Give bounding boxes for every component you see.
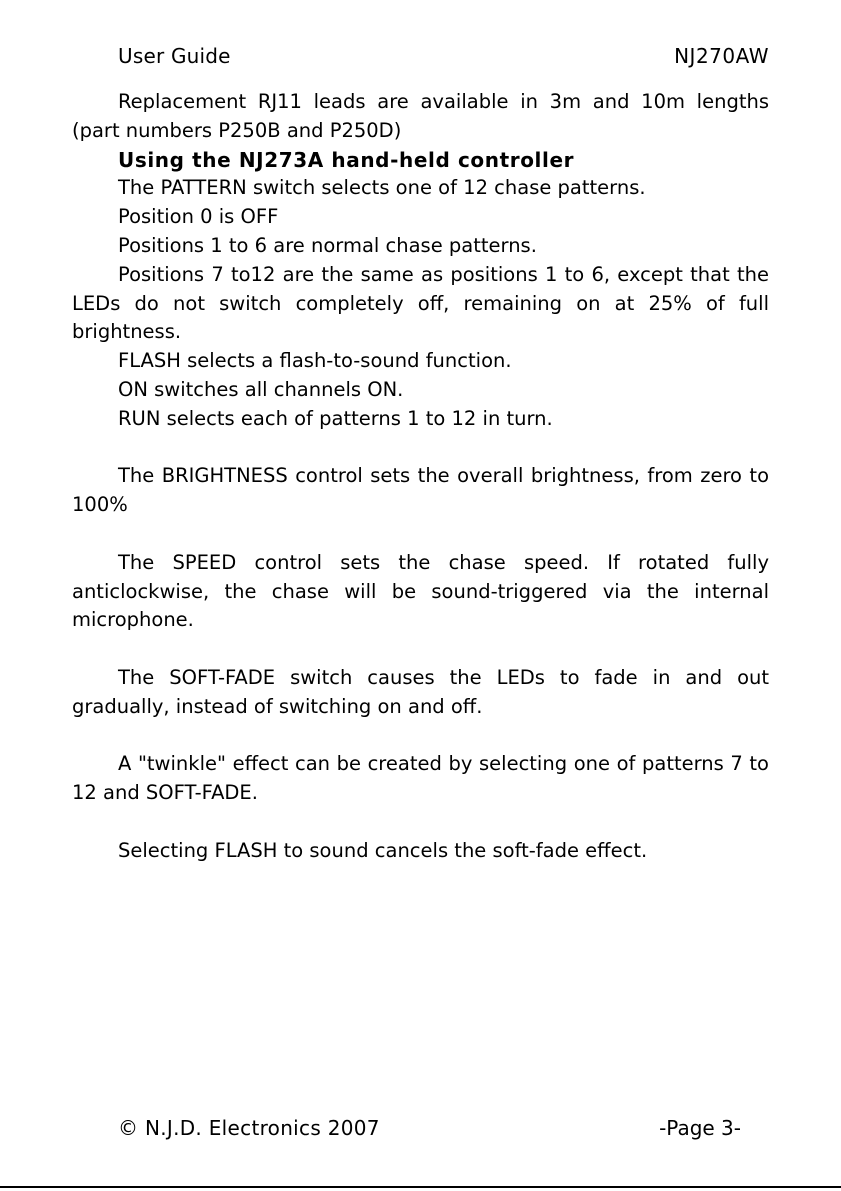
- paragraph-speed: The SPEED control sets the chase speed. If rotated fully anticlockwise, the chase will be sound-triggered via the internal microphone.: [72, 550, 769, 632]
- paragraph-positions-7-12: Positions 7 to12 are the same as positions 1 to 6, except that the LEDs do not switch completely off, remaining on at 25% of full brightness.: [72, 262, 769, 344]
- document-body: [72, 88, 769, 866]
- section-heading: Using the NJ273A hand-held controller: [118, 147, 575, 172]
- paragraph-position-0: Position 0 is OFF: [118, 205, 279, 229]
- paragraph-soft-fade: The SOFT-FADE switch causes the LEDs to fade in and out gradually, instead of switching on and off.: [72, 665, 769, 718]
- paragraph-brightness: The BRIGHTNESS control sets the overall brightness, from zero to 100%: [72, 464, 769, 517]
- paragraph-on: ON switches all channels ON.: [118, 377, 404, 401]
- paragraph-pattern-switch: The PATTERN switch selects one of 12 chase patterns.: [118, 176, 646, 200]
- paragraph-positions-1-6: Positions 1 to 6 are normal chase patterns.: [118, 233, 537, 257]
- header-model: NJ270AW: [674, 44, 769, 68]
- paragraph-replacement-leads: Replacement RJ11 leads are available in 3m and 10m lengths (part numbers P250B and P250D): [72, 90, 769, 142]
- header-title: User Guide: [118, 44, 231, 68]
- paragraph-twinkle: A "twinkle" effect can be created by selecting one of patterns 7 to 12 and SOFT-FADE.: [72, 752, 769, 805]
- page-bottom-rule: [0, 1186, 841, 1188]
- footer-copyright: © N.J.D. Electronics 2007: [118, 1116, 380, 1140]
- paragraph-flash: FLASH selects a flash-to-sound function.: [118, 349, 512, 373]
- paragraph-flash-cancel: Selecting FLASH to sound cancels the soft-fade effect.: [118, 838, 648, 862]
- paragraph-run: RUN selects each of patterns 1 to 12 in turn.: [118, 406, 553, 430]
- footer-page-number: -Page 3-: [659, 1116, 741, 1140]
